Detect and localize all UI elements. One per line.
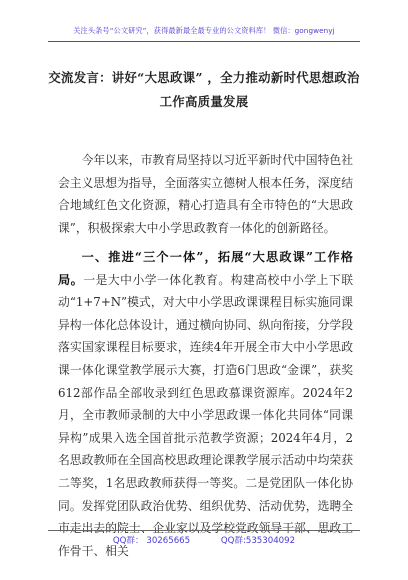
section-1-paragraph <box>58 246 353 562</box>
section-1-text: 一是大中小学一体化教育。构建高校中小学上下联动“1+7+N”模式，对大中小学思政课课程目标实施同课异构一体化总体设计，通过横向协同、纵向衔接，分学段落实国家课程目标要求，连续4年开展全市大中小学思政课一体化课堂教学展示大赛，打造6门思政“金课”，获奖612部作品全部收录到红色思政慕课资源库。2024年2月，全市教师录制的大中小学思政课一体化共同体“同课异构”成果入选全国首批示范教学资源；2024年4月，2名思政教师在全国高校思政理论课教学展示活动中均荣获二等奖，1名思政教师获得一等奖。二是党团队一体化协同。发挥党团队政治优势、组织优势、活动优势，选聘全市走出去的院士、企业家以及学校党政领导干部、思政工作骨干、相关 <box>58 272 353 558</box>
footer-qq-group-2: QQ群:535304092 <box>220 536 296 546</box>
header-banner: 关注头条号“公文研究”，获得最新最全最专业的公文资料库！ 微信：gongwenyj <box>73 26 335 35</box>
intro-paragraph <box>58 149 353 239</box>
document-title-line-1: 交流发言：讲好“大思政课” ，全力推动新时代思想政治 <box>48 70 360 85</box>
footer <box>0 534 408 546</box>
footer-qq-group-1: QQ群： 30265665 <box>112 536 191 546</box>
footer-divider <box>48 530 360 531</box>
intro-text: 今年以来，市教育局坚持以习近平新时代中国特色社会主义思想为指导，全面落实立德树人根本任务，深度结合地域红色文化资源，精心打造具有全市特色的“大思政课”，积极探索大中小学思政教育一体化的创新路径。 <box>58 153 353 235</box>
section-1 <box>58 246 353 562</box>
section-1-heading: 一、推进“三个一体”，拓展“大思政课”工作格局。 <box>58 250 353 287</box>
header-divider <box>48 41 360 42</box>
document-title-line-2: 工作高质量发展 <box>159 94 249 109</box>
